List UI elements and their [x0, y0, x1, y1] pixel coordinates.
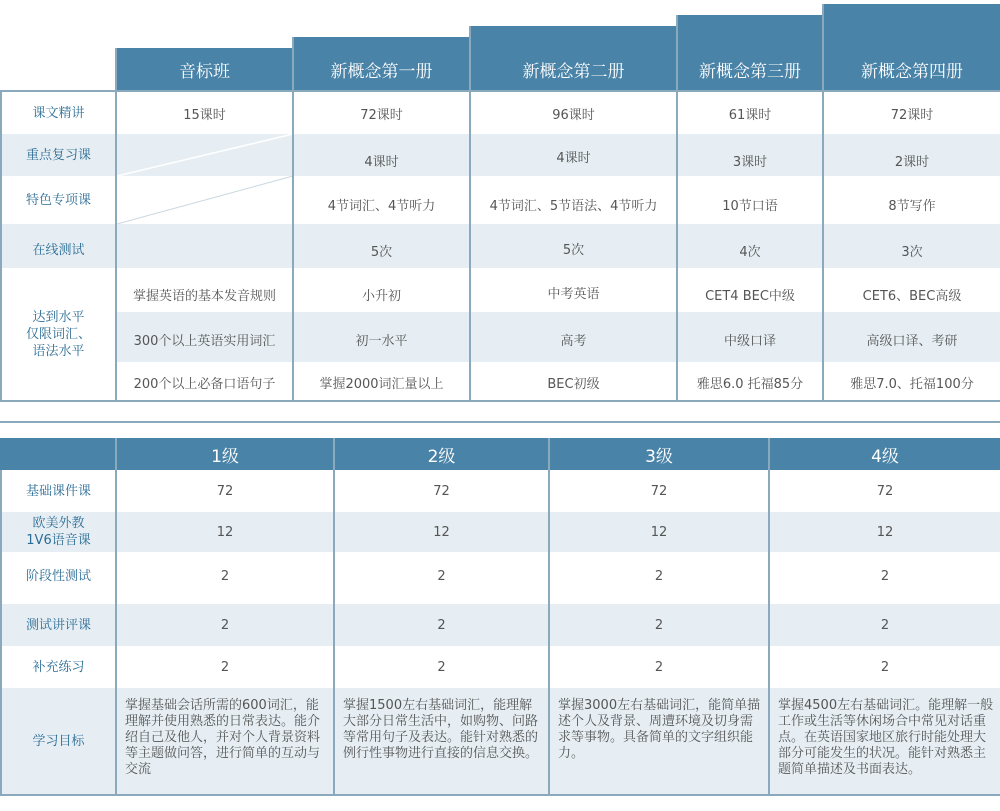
row-label: 课文精讲 — [32, 105, 85, 121]
label-line: 仅限词汇、 — [25, 326, 91, 342]
row-label — [2, 470, 115, 512]
row-label — [2, 604, 115, 646]
header-level-2: 2级 — [335, 438, 548, 470]
table-cell: 5次 — [562, 242, 585, 258]
table-cell: 2 — [654, 568, 664, 584]
row-label — [2, 552, 115, 600]
goal-text: 掌握1500左右基础词汇，能理解大部分日常生活中，如购物、问路等常用句子及表达。能针对熟悉的例行性事物进行直接的信息交换。 — [343, 698, 539, 761]
label-line: 语法水平 — [32, 343, 85, 359]
table-cell: 高级口译、考研 — [866, 333, 958, 349]
table-cell: 掌握英语的基本发音规则 — [132, 288, 276, 304]
table-cell: 2 — [880, 568, 890, 584]
table-cell: 12 — [433, 524, 450, 540]
table-cell: 2 — [437, 659, 446, 675]
label-line: 达到水平 — [32, 309, 85, 325]
row-label — [2, 646, 115, 688]
table-cell: 12 — [650, 524, 668, 540]
header-nce-2 — [471, 26, 676, 90]
header-level-corner — [0, 438, 115, 470]
table-cell: 72 — [876, 483, 894, 499]
table-cell: 2 — [654, 659, 664, 675]
table-cell: 2 — [880, 617, 890, 633]
table-cell: 300个以上英语实用词汇 — [133, 333, 276, 349]
table-cell: 2 — [220, 568, 230, 584]
table-cell: 中级口译 — [723, 333, 776, 349]
header-yinbiao — [117, 48, 292, 90]
header-label: 新概念第一册 — [330, 62, 433, 82]
table-cell: 高考 — [560, 333, 587, 349]
table-cell: 4课时 — [556, 150, 591, 166]
header-nce-3 — [678, 15, 822, 90]
label-line: 阶段性测试 — [25, 568, 91, 584]
table-cell: 2 — [220, 659, 230, 675]
row-label-level — [2, 268, 115, 400]
table-cell: 2 — [220, 617, 230, 633]
table-cell: 72 — [650, 483, 668, 499]
table-cell: BEC初级 — [547, 376, 600, 392]
header-level-1: 1级 — [117, 438, 333, 470]
table-cell: 2 — [654, 617, 664, 633]
table-cell: 96课时 — [552, 107, 595, 123]
table-cell: 72 — [216, 483, 234, 499]
label-line: 基础课件课 — [25, 483, 91, 499]
row-label-goal: 学习目标 — [32, 733, 85, 749]
table-cell: 72课时 — [890, 107, 934, 123]
table-cell: 72 — [433, 483, 450, 499]
table-cell: 雅思6.0 托福85分 — [696, 376, 804, 392]
table-cell: 2 — [437, 617, 446, 633]
table-cell: 2 — [880, 659, 890, 675]
section-divider — [0, 421, 1000, 423]
table-cell: 8节写作 — [888, 198, 936, 214]
grid-line — [0, 794, 1000, 796]
label-line: 补充练习 — [32, 659, 85, 675]
label-line: 测试讲评课 — [25, 617, 91, 633]
table-cell: 4课时 — [364, 154, 399, 170]
table-cell: 2课时 — [894, 154, 930, 170]
table-cell: 2 — [437, 568, 446, 584]
table-cell: 4节词汇、4节听力 — [327, 198, 436, 214]
table-cell: 15课时 — [183, 107, 226, 123]
row-label — [2, 512, 115, 552]
header-level-3: 3级 — [550, 438, 768, 470]
row-label: 重点复习课 — [25, 147, 91, 163]
header-level-4: 4级 — [770, 438, 1000, 470]
table-cell: 10节口语 — [722, 198, 778, 214]
empty-cell-diagonals — [117, 134, 293, 224]
goal-text: 掌握基础会话所需的600词汇，能理解并使用熟悉的日常表达。能介绍自己及他人，并对个人背景资料等主题做问答，进行简单的互动与交流 — [125, 698, 321, 777]
table-cell: 5次 — [370, 244, 393, 260]
row-label: 在线测试 — [32, 242, 85, 258]
header-label: 新概念第二册 — [522, 62, 625, 82]
table-cell: 初一水平 — [355, 333, 408, 349]
table-cell: 3次 — [901, 244, 923, 260]
table-cell: 12 — [216, 524, 234, 540]
table-cell: CET4 BEC中级 — [705, 288, 795, 304]
table-cell: 雅思7.0、托福100分 — [850, 376, 974, 392]
table-cell: 3课时 — [732, 154, 768, 170]
table-cell: 72课时 — [360, 107, 403, 123]
table-cell: CET6、BEC高级 — [862, 288, 962, 304]
header-label: 新概念第四册 — [861, 62, 963, 82]
table-cell: 4次 — [739, 244, 761, 260]
header-label: 音标班 — [179, 62, 230, 82]
goal-text: 掌握4500左右基础词汇。能理解一般工作或生活等休闲场合中常见对话重点。在英语国家地区旅行时能处理大部分可能发生的状况。能针对熟悉主题简单描述及书面表达。 — [778, 698, 994, 777]
header-label: 新概念第三册 — [699, 62, 801, 82]
row-label: 特色专项课 — [25, 192, 91, 208]
header-nce-1 — [294, 37, 469, 90]
table-cell: 61课时 — [728, 107, 772, 123]
label-line: 欧美外教 — [32, 516, 85, 531]
header-nce-4 — [824, 4, 1000, 90]
table-cell: 小升初 — [361, 288, 401, 304]
table-cell: 中考英语 — [547, 286, 600, 302]
table-cell: 12 — [876, 524, 894, 540]
table-cell: 掌握2000词汇量以上 — [319, 376, 444, 392]
goal-text: 掌握3000左右基础词汇，能简单描述个人及背景、周遭环境及切身需求等事物。具备简单的文字组织能力。 — [558, 698, 761, 761]
table-cell: 200个以上必备口语句子 — [133, 376, 276, 392]
label-line: 1V6语音课 — [26, 533, 91, 548]
table-cell: 4节词汇、5节语法、4节听力 — [489, 198, 658, 214]
